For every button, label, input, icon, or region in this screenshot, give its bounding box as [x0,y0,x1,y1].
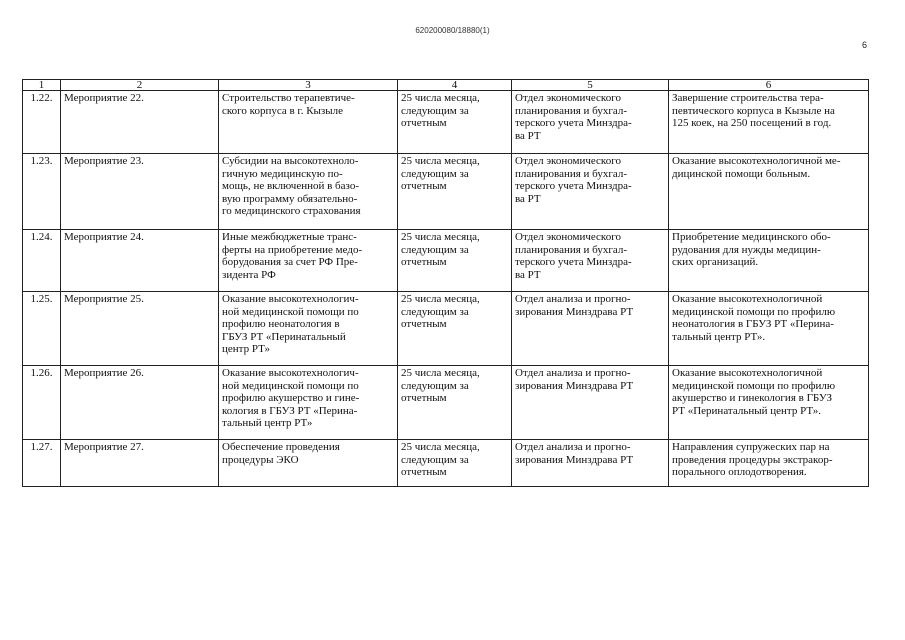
result-cell: Завершение строительства тера- певтического корпуса в Кызыле на 125 коек, на 250 посещений в год. [669,91,869,154]
table-row [23,292,869,366]
document-id: 620200080/18880(1) [415,26,490,35]
table-row [23,366,869,440]
event-cell: Мероприятие 22. [61,91,219,154]
responsible-cell: Отдел анализа и прогно- зирования Минздрава РТ [512,440,669,487]
column-header: 2 [61,80,219,91]
column-header: 6 [669,80,869,91]
result-cell: Приобретение медицинского обо- рудования для нужды медицин- ских организаций. [669,230,869,292]
description-cell: Оказание высокотехнологич- ной медицинской помощи по профилю акушерство и гине- кология в ГБУЗ РТ «Перина- тальный центр РТ» [219,366,398,440]
row-number: 1.22. [23,91,61,154]
deadline-cell: 25 числа месяца, следующим за отчетным [398,366,512,440]
row-number: 1.27. [23,440,61,487]
responsible-cell: Отдел экономического планирования и бухгал- терского учета Минздра- ва РТ [512,91,669,154]
result-cell: Направления супружеских пар на проведения процедуры экстракор- порального оплодотворения. [669,440,869,487]
description-cell: Оказание высокотехнологич- ной медицинской помощи по профилю неонатология в ГБУЗ РТ «Перинатальный центр РТ» [219,292,398,366]
description-cell: Субсидии на высокотехноло- гичную медицинскую по- мощь, не включенной в базо- вую программу обязательно- го медицинского страхования [219,154,398,230]
event-cell: Мероприятие 25. [61,292,219,366]
responsible-cell: Отдел анализа и прогно- зирования Минздрава РТ [512,366,669,440]
description-cell: Иные межбюджетные транс- ферты на приобретение медо- борудования за счет РФ Пре- зидента РФ [219,230,398,292]
description-cell: Строительство терапевтиче- ского корпуса в г. Кызыле [219,91,398,154]
table-row [23,440,869,487]
row-number: 1.26. [23,366,61,440]
deadline-cell: 25 числа месяца, следующим за отчетным [398,230,512,292]
result-cell: Оказание высокотехнологичной медицинской помощи по профилю неонатология в ГБУЗ РТ «Перина- тальный центр РТ». [669,292,869,366]
result-cell: Оказание высокотехнологичной ме- дицинской помощи больным. [669,154,869,230]
result-cell: Оказание высокотехнологичной медицинской помощи по профилю акушерство и гинекология в ГБУЗ РТ «Перинатальный центр РТ». [669,366,869,440]
deadline-cell: 25 числа месяца, следующим за отчетным [398,154,512,230]
row-number: 1.25. [23,292,61,366]
page-number: 6 [862,40,868,50]
row-number: 1.23. [23,154,61,230]
deadline-cell: 25 числа месяца, следующим за отчетным [398,440,512,487]
event-cell: Мероприятие 26. [61,366,219,440]
table-row [23,230,869,292]
event-cell: Мероприятие 27. [61,440,219,487]
table-row [23,91,869,154]
responsible-cell: Отдел экономического планирования и бухгал- терского учета Минздра- ва РТ [512,230,669,292]
deadline-cell: 25 числа месяца, следующим за отчетным [398,292,512,366]
column-header: 4 [398,80,512,91]
event-cell: Мероприятие 24. [61,230,219,292]
responsible-cell: Отдел анализа и прогно- зирования Минздрава РТ [512,292,669,366]
row-number: 1.24. [23,230,61,292]
column-header: 5 [512,80,669,91]
responsible-cell: Отдел экономического планирования и бухгал- терского учета Минздра- ва РТ [512,154,669,230]
description-cell: Обеспечение проведения процедуры ЭКО [219,440,398,487]
table-header-row [23,80,869,91]
event-cell: Мероприятие 23. [61,154,219,230]
deadline-cell: 25 числа месяца, следующим за отчетным [398,91,512,154]
column-header: 1 [23,80,61,91]
table-row [23,154,869,230]
column-header: 3 [219,80,398,91]
measures-table [22,79,869,487]
